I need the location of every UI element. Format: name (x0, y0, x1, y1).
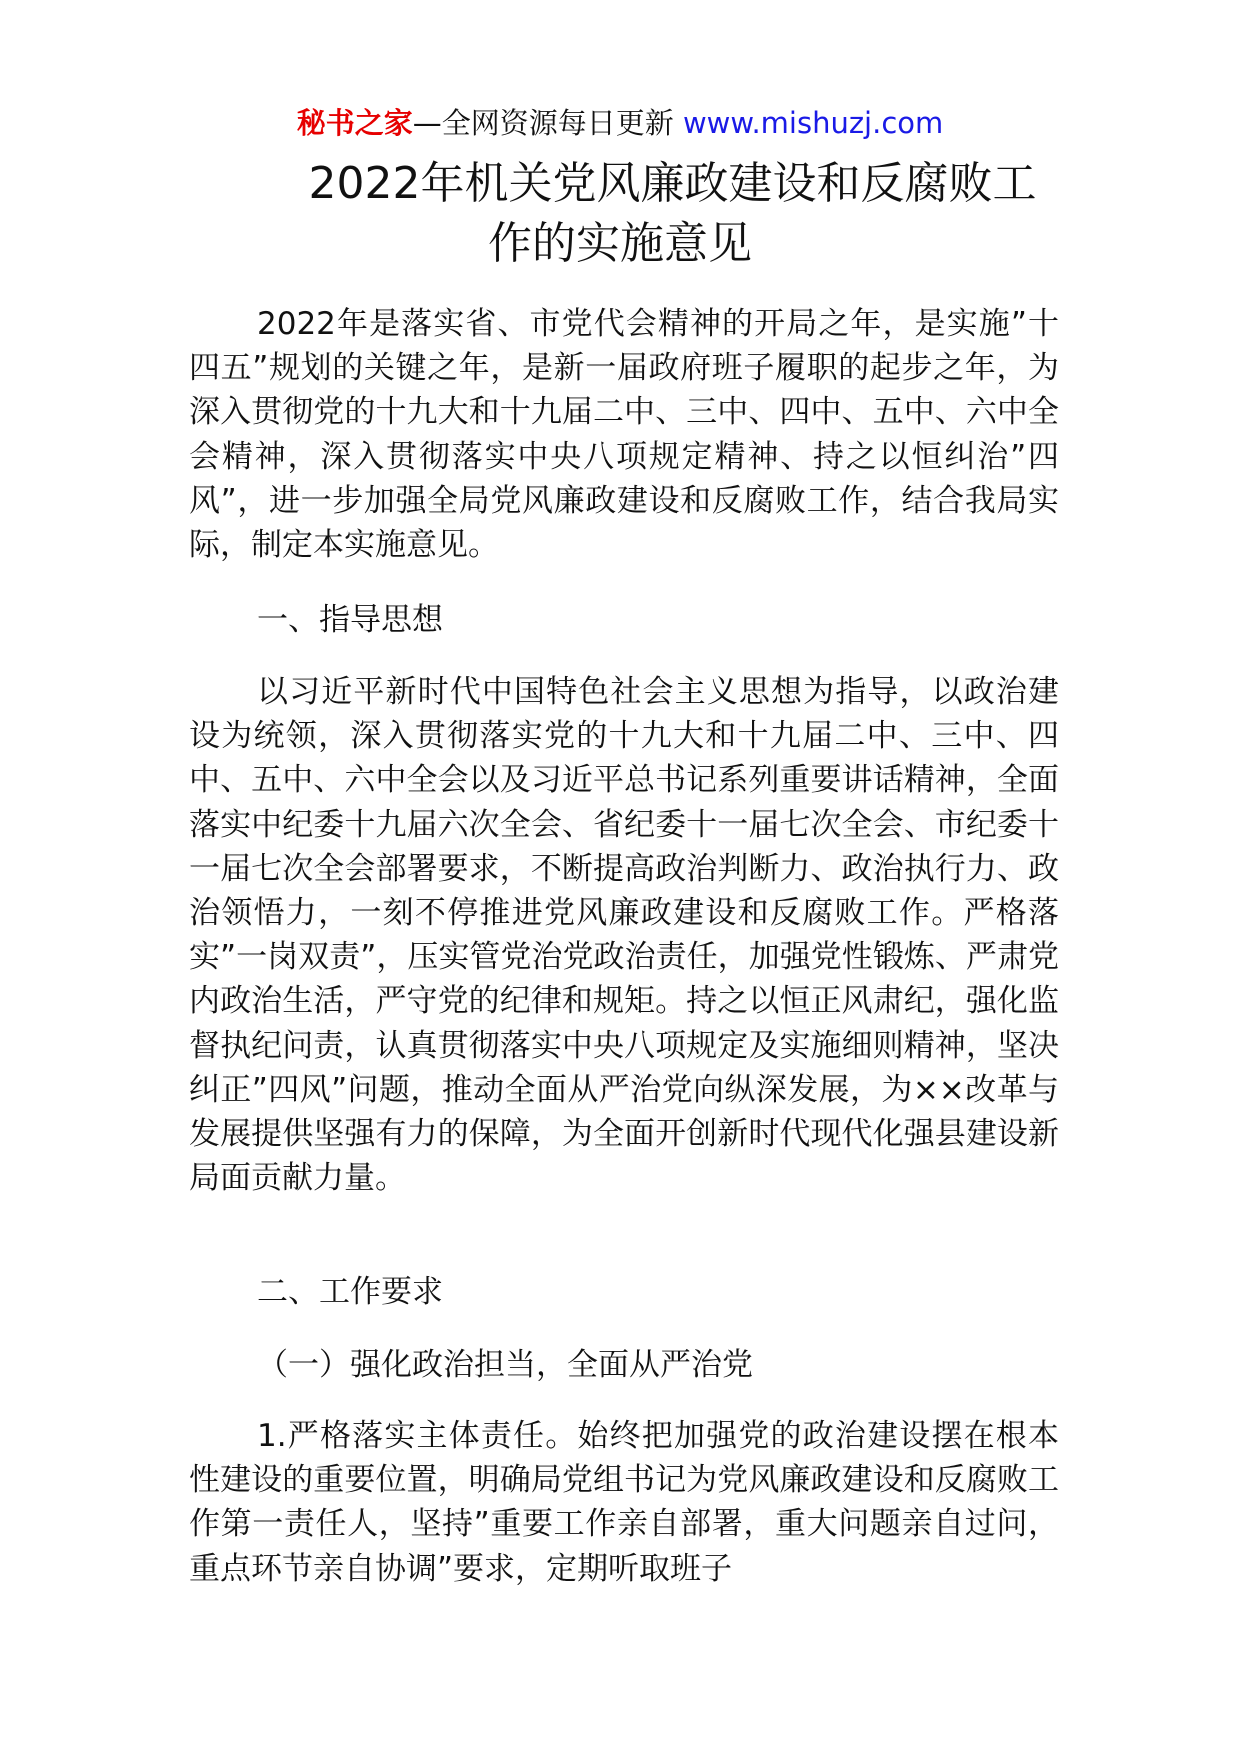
document-title-line1: 2022年机关党风廉政建设和反腐败工 (308, 158, 1037, 209)
document-title-line2: 作的实施意见 (488, 218, 752, 269)
watermark-slogan: —全网资源每日更新 (412, 106, 683, 140)
watermark-header (0, 103, 1240, 143)
subsection-heading-political-responsibility: （一）强化政治担当，全面从严治党 (257, 1347, 753, 1383)
section-heading-guiding-thought: 一、指导思想 (257, 602, 443, 638)
watermark-url[interactable]: www.mishuzj.com (682, 106, 944, 140)
section-heading-work-requirements: 二、工作要求 (257, 1274, 443, 1310)
intro-paragraph: 2022年是落实省、市党代会精神的开局之年，是实施”十四五”规划的关键之年，是新一届政府班子履职的起步之年，为深入贯彻党的十九大和十九届二中、三中、四中、五中、六中全会精神，深入贯彻落实中央八项规定精神、持之以恒纠治”四风”，进一步加强全局党风廉政建设和反腐败工作，结合我局实际，制定本实施意见。 (189, 306, 1059, 564)
guiding-thought-paragraph: 以习近平新时代中国特色社会主义思想为指导，以政治建设为统领，深入贯彻落实党的十九大和十九届二中、三中、四中、五中、六中全会以及习近平总书记系列重要讲话精神，全面落实中纪委十九届六次全会、省纪委十一届七次全会、市纪委十一届七次全会部署要求，不断提高政治判断力、政治执行力、政治领悟力，一刻不停推进党风廉政建设和反腐败工作。严格落实”一岗双责”，压实管党治党政治责任，加强党性锻炼、严肃党内政治生活，严守党的纪律和规矩。持之以恒正风肃纪，强化监督执纪问责，认真贯彻落实中央八项规定及实施细则精神，坚决纠正”四风”问题，推动全面从严治党向纵深发展，为××改革与发展提供坚强有力的保障，为全面开创新时代现代化强县建设新局面贡献力量。 (189, 674, 1059, 1197)
watermark-brand: 秘书之家 (296, 106, 413, 140)
item-paragraph-main-responsibility: 1.严格落实主体责任。始终把加强党的政治建设摆在根本性建设的重要位置，明确局党组书记为党风廉政建设和反腐败工作第一责任人，坚持”重要工作亲自部署，重大问题亲自过问，重点环节亲自协调”要求，定期听取班子 (189, 1418, 1059, 1587)
